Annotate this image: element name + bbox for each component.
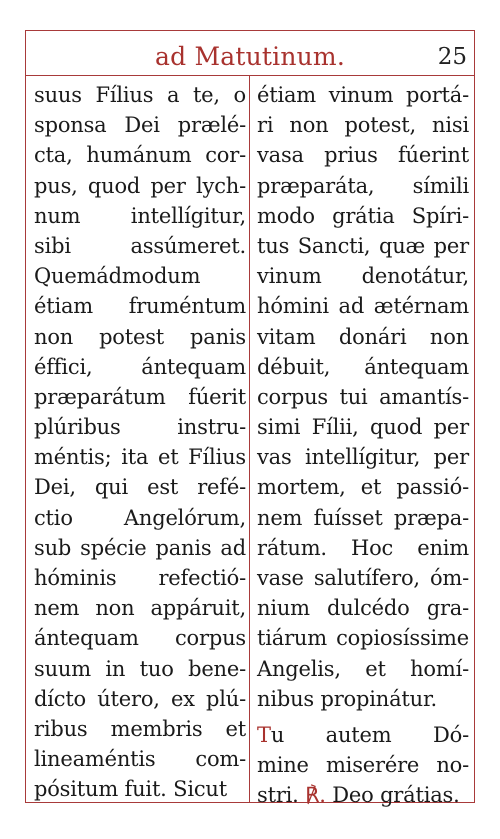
rubric-initial: T: [257, 722, 271, 747]
right-line: vasa prius fúerint: [257, 143, 469, 168]
left-column: [34, 80, 246, 805]
response-symbol: ℟.: [305, 783, 326, 808]
left-line: méntis; ita et Fílius: [34, 445, 246, 470]
right-line: hómini ad ætérnam: [257, 294, 469, 319]
right-line: vas intellígitur, per: [257, 445, 469, 470]
left-line: num intellígitur,: [34, 203, 246, 228]
left-line: suum in tuo bene-: [34, 656, 246, 681]
right-line: vitam donári non: [257, 324, 469, 349]
left-line: ctio Angelórum,: [34, 505, 246, 530]
left-line: éffici, ántequam: [34, 354, 246, 379]
left-line: pus, quod per lych-: [34, 173, 246, 198]
right-line: débuit, ántequam: [257, 354, 469, 379]
running-header: [25, 38, 475, 76]
left-line: plúribus instru-: [34, 415, 246, 440]
right-line: Angelis, et homí-: [257, 656, 469, 681]
right-line: nium dulcédo gra-: [257, 596, 469, 621]
left-line: ribus membris et: [34, 716, 246, 741]
right-line: præparáta, símili: [257, 173, 469, 198]
header-title: ad Matutinum.: [154, 42, 345, 71]
right-line: vinum denotátur,: [257, 264, 469, 289]
right-line: tiárum copiosíssime: [257, 626, 469, 651]
closing-text-3: stri.: [257, 783, 299, 808]
left-line: non potest panis: [34, 324, 246, 349]
left-line: sponsa Dei prælé-: [34, 113, 246, 138]
column-divider: [249, 76, 250, 803]
right-line: modo grátia Spíri-: [257, 203, 469, 228]
closing-line-3: [257, 780, 469, 810]
right-line: ri non potest, nisi: [257, 113, 469, 138]
left-line: ántequam corpus: [34, 626, 246, 651]
response-text: Deo grátias.: [332, 783, 460, 808]
right-line: nibus propinátur.: [257, 686, 437, 711]
left-line: suus Fílius a te, o: [34, 83, 246, 107]
page-number: 25: [437, 44, 467, 70]
left-line: Dei, qui est refé-: [34, 475, 246, 500]
closing-text-1: u autem Dó-: [270, 722, 469, 747]
left-line: dícto útero, ex plú-: [34, 686, 246, 711]
header-rule: [25, 75, 475, 76]
left-line: cta, humánum cor-: [34, 143, 246, 168]
left-line: præparátum fúerit: [34, 384, 246, 409]
right-line: tus Sancti, quæ per: [257, 233, 469, 258]
right-line: simi Fílii, quod per: [257, 415, 469, 440]
right-line: mortem, et passió-: [257, 475, 469, 500]
left-line: sibi assúmeret.: [34, 233, 246, 258]
left-line: étiam fruméntum: [34, 294, 246, 319]
closing-line-1: [257, 720, 469, 750]
closing-line-2: mine miserére no-: [257, 753, 469, 778]
right-line: vase salutífero, óm-: [257, 566, 469, 590]
right-column: [257, 80, 469, 811]
right-line: rátum. Hoc enim: [257, 535, 469, 560]
right-line: nem fuísset præpa-: [257, 505, 469, 530]
right-column-text: [257, 80, 469, 714]
left-line: sub spécie panis ad: [34, 535, 246, 560]
left-line: hóminis refectió-: [34, 566, 246, 590]
left-line: nem non appáruit,: [34, 596, 246, 621]
left-line: lineaméntis com-: [34, 747, 246, 772]
left-line: pósitum fuit. Sicut: [34, 777, 227, 802]
left-line: Quemádmodum: [34, 264, 201, 289]
right-line: corpus tui amantís-: [257, 384, 469, 409]
right-line: étiam vinum portá-: [257, 83, 469, 107]
